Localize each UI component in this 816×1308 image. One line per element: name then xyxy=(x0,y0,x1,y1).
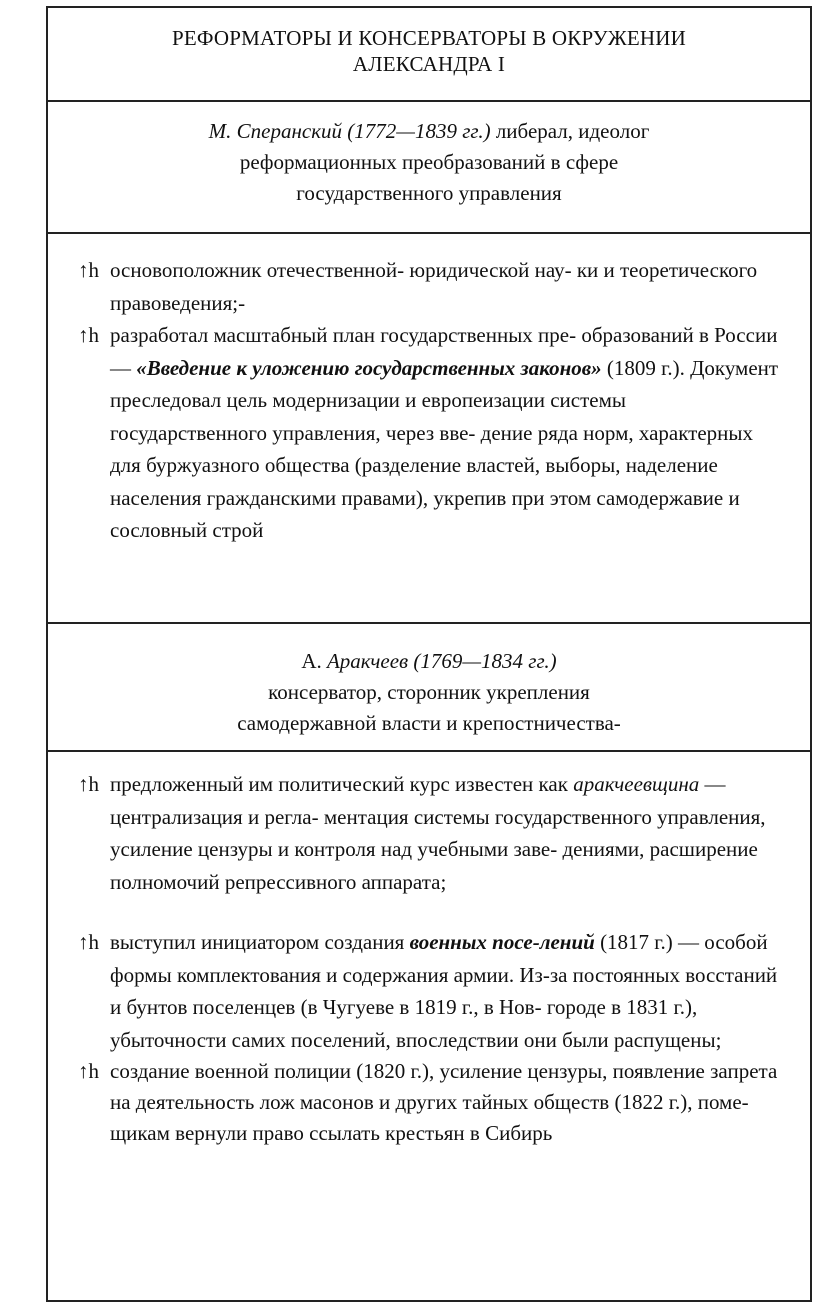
table-title xyxy=(48,8,810,77)
arakcheev-heading-line-1 xyxy=(48,646,810,677)
speransky-points-list xyxy=(78,254,784,547)
point-term: аракчеевщина xyxy=(573,772,700,796)
list-item xyxy=(78,1056,784,1149)
speransky-points-cell xyxy=(48,232,810,622)
speransky-desc-1: либерал, идеолог xyxy=(490,119,650,143)
list-item xyxy=(78,926,784,1056)
reformers-conservatives-table xyxy=(46,6,812,1302)
table-header-cell xyxy=(48,8,810,100)
title-line-2: АЛЕКСАНДРА I xyxy=(352,52,506,76)
point-text: создание военной полиции (1820 г.), усиление цензуры, появление запрета на деятельность лож масонов и других тайных обществ (1822 г.), поме- щикам вернули право ссылать крестьян в Сибирь xyxy=(110,1059,778,1145)
arakcheev-initial: А. xyxy=(301,649,322,673)
point-text-after: (1817 г.) — особой формы комплектования и содержания армии. Из-за постоянных восстаний и бунтов поселенцев (в Чугуеве в 1819 г., в Нов- городе в 1831 г.), убыточности самих поселений, впоследствии они были распущены; xyxy=(110,930,778,1052)
spacer xyxy=(78,898,784,926)
point-text-before: предложенный им политический курс известен как xyxy=(110,772,574,796)
document-title: «Введение к уложению государственных законов» xyxy=(136,355,602,380)
arakcheev-desc-2: самодержавной власти и крепостничества- xyxy=(237,711,621,735)
speransky-desc-2: реформационных преобразований в сфере xyxy=(239,150,619,174)
arakcheev-points-list xyxy=(78,768,784,1149)
speransky-desc-3: государственного управления xyxy=(296,181,562,205)
point-term: военных посе-лений xyxy=(409,930,595,954)
speransky-years: (1772—1839 гг.) xyxy=(347,119,491,143)
arakcheev-heading xyxy=(48,624,810,739)
list-item xyxy=(78,319,784,547)
arrow-bullet-icon: ↑h xyxy=(78,1059,99,1083)
list-item xyxy=(78,254,784,319)
arrow-bullet-icon: ↑h xyxy=(78,258,99,282)
point-text-after: — централизация и регла- ментация системы государственного управления, усиление цензуры и контроля над учебными заве- дениями, расширение полномочий репрессивного аппарата; xyxy=(110,772,766,894)
speransky-name: М. Сперанский xyxy=(208,119,343,143)
arrow-bullet-icon: ↑h xyxy=(78,323,99,347)
title-line-1: РЕФОРМАТОРЫ И КОНСЕРВАТОРЫ В ОКРУЖЕНИИ xyxy=(171,26,687,50)
point-text-before: выступил инициатором создания xyxy=(110,930,410,954)
list-item xyxy=(78,768,784,898)
point-text: основоположник отечественной- юридической нау- ки и теоретического правоведения;- xyxy=(110,258,758,315)
speransky-heading-line-1 xyxy=(48,116,810,147)
arakcheev-header-cell xyxy=(48,622,810,750)
point-text-before: разработал масштабный план государственных пре- образований в России — xyxy=(110,323,778,380)
arakcheev-points-cell xyxy=(48,750,810,1300)
arakcheev-years: (1769—1834 гг.) xyxy=(413,649,557,673)
speransky-header-cell xyxy=(48,100,810,232)
speransky-heading xyxy=(48,102,810,209)
arrow-bullet-icon: ↑h xyxy=(78,930,99,954)
arrow-bullet-icon: ↑h xyxy=(78,772,99,796)
arakcheev-name: Аракчеев xyxy=(321,649,409,673)
point-text-after: (1809 г.). Документ преследовал цель модернизации и европеизации системы государственного управления, через вве- дение ряда норм, характерных для буржуазного общества (разделение властей, выборы, наделение населения гражданскими правами), укрепив при этом самодержавие и сословный строй xyxy=(110,355,779,542)
arakcheev-desc-1: консерватор, сторонник укрепления xyxy=(268,680,590,704)
